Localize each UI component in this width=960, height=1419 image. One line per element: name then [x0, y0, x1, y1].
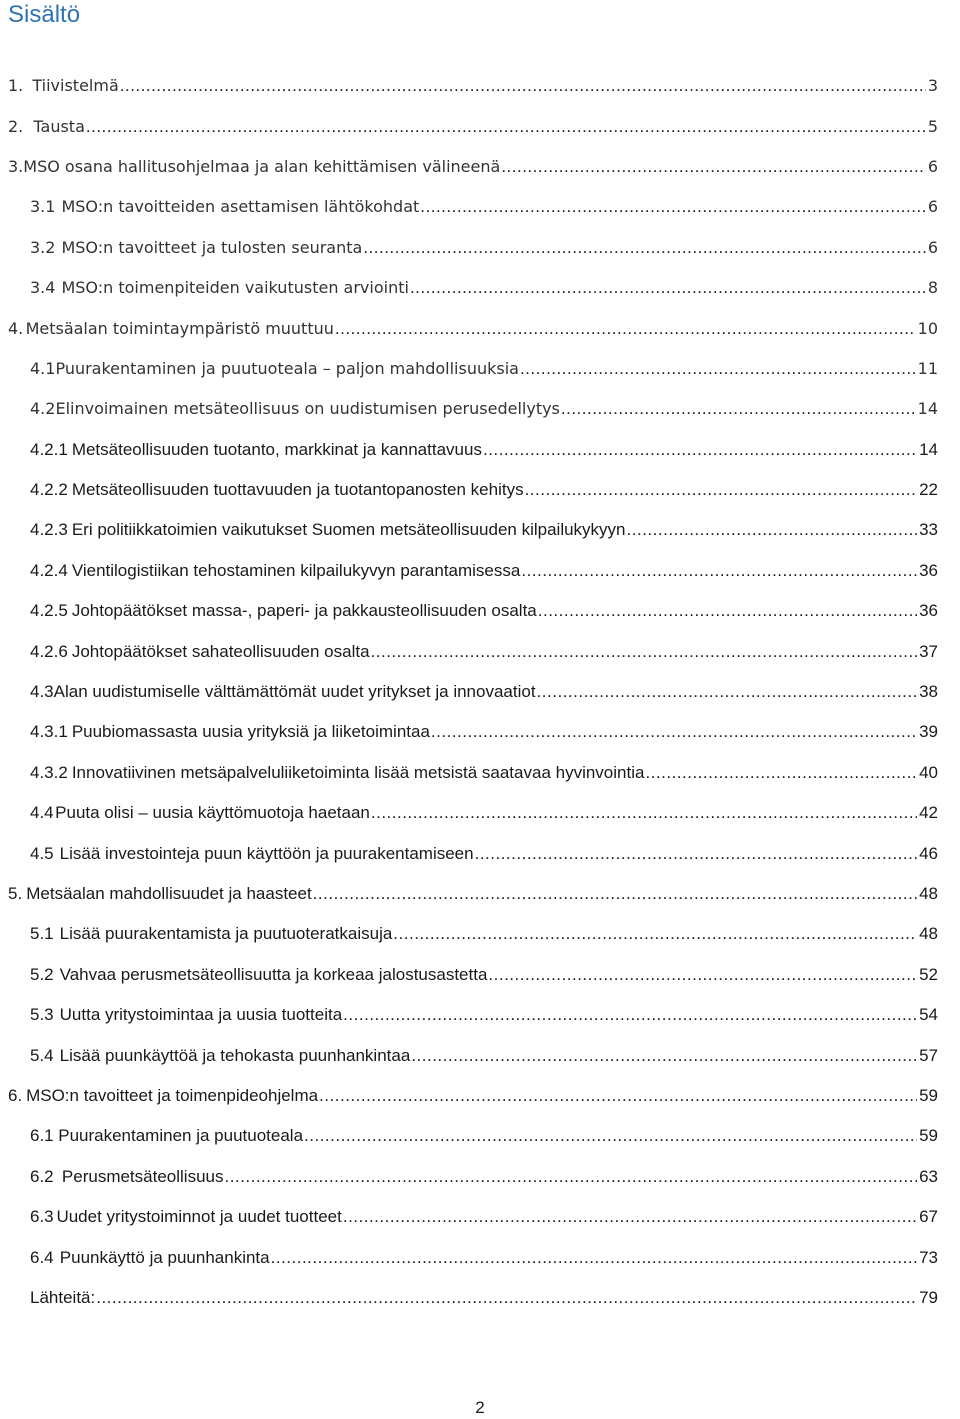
- toc-dot-leader: [501, 157, 926, 177]
- toc-entry-title: Lisää puurakentamista ja puutuoteratkaisuja: [59, 924, 393, 944]
- toc-entry-link[interactable]: [8, 884, 938, 904]
- toc-entry-page: 3: [927, 76, 938, 96]
- toc-entry-title: Puuta olisi – uusia käyttömuotoja haetaan: [55, 803, 370, 823]
- toc-entry-title: Metsäalan mahdollisuudet ja haasteet: [26, 884, 312, 903]
- toc-entry-page: 79: [919, 1287, 938, 1307]
- toc-entry-link[interactable]: [30, 1046, 938, 1066]
- toc-row: [0, 308, 960, 348]
- toc-entry-page: 36: [919, 560, 938, 580]
- toc-entry-page: 40: [919, 762, 938, 782]
- toc-entry-number: 2.: [8, 116, 24, 136]
- toc-entry-page: 38: [919, 682, 938, 702]
- page-number: 2: [475, 1398, 485, 1417]
- toc-entry-page: 63: [919, 1166, 938, 1186]
- toc-entry-number: 3.1: [30, 197, 56, 217]
- toc-row: [0, 349, 960, 389]
- toc-entry-title: Tausta: [33, 116, 85, 136]
- toc-entry-link[interactable]: [30, 238, 938, 258]
- toc-row: [0, 955, 960, 995]
- toc-entry-link[interactable]: [30, 1248, 938, 1268]
- toc-entry-link[interactable]: [30, 642, 938, 662]
- toc-entry-number: 4.2.1: [30, 439, 68, 459]
- toc-entry-title: Vahvaa perusmetsäteollisuutta ja korkeaa jalostusastetta: [59, 964, 488, 984]
- toc-entry-page: 39: [919, 722, 938, 742]
- toc-dot-leader: [304, 1126, 917, 1146]
- toc-entry-page: 57: [919, 1045, 938, 1065]
- toc-row: [0, 874, 960, 914]
- toc-entry-page: 59: [919, 1126, 938, 1146]
- table-of-contents: [0, 66, 960, 1318]
- toc-entry-link[interactable]: [30, 965, 938, 985]
- toc-entry-title: MSO:n tavoitteiden asettamisen lähtökohdat: [61, 197, 420, 217]
- toc-entry-page: 14: [917, 399, 938, 419]
- toc-entry-number: 5.2: [30, 964, 54, 984]
- toc-entry-title: MSO:n tavoitteet ja toimenpideohjelma: [26, 1085, 319, 1105]
- toc-entry-link[interactable]: [30, 561, 938, 581]
- toc-entry-link[interactable]: [30, 844, 938, 864]
- toc-entry-page: 8: [927, 278, 938, 298]
- toc-entry-page: 14: [919, 439, 938, 459]
- toc-entry-title: Metsäalan toimintaympäristö muuttuu: [25, 318, 334, 338]
- toc-row: [0, 833, 960, 873]
- toc-entry-link[interactable]: [30, 399, 938, 419]
- toc-entry-page: 36: [919, 601, 938, 621]
- toc-entry-title: Lähteitä:: [30, 1287, 96, 1307]
- toc-dot-leader: [271, 1248, 917, 1268]
- toc-row: [0, 1157, 960, 1197]
- toc-entry-title: Puubiomassasta uusia yrityksiä ja liiketoimintaa: [71, 722, 430, 742]
- toc-entry-link[interactable]: [30, 1167, 938, 1187]
- toc-entry-number: 5.4: [30, 1045, 54, 1065]
- toc-entry-page: 5: [927, 116, 938, 136]
- toc-entry-page: 10: [917, 318, 938, 338]
- toc-entry-title: Vientilogistiikan tehostaminen kilpailukyvyn parantamisessa: [71, 560, 521, 580]
- toc-dot-leader: [537, 682, 918, 702]
- toc-entry-number: 6.: [8, 1085, 23, 1105]
- toc-dot-leader: [313, 884, 917, 904]
- toc-row: [0, 753, 960, 793]
- toc-dot-leader: [475, 844, 917, 864]
- toc-entry-number: 6.2: [30, 1166, 54, 1186]
- toc-entry-number: 4.2.6: [30, 641, 68, 661]
- toc-entry-link[interactable]: [30, 722, 938, 742]
- toc-entry-number: 4.2: [30, 399, 56, 419]
- toc-row: [0, 430, 960, 470]
- toc-entry-title: Uudet yritystoiminnot ja uudet tuotteet: [56, 1207, 342, 1227]
- toc-row: [0, 106, 960, 146]
- toc-entry-number: 6.3: [30, 1207, 54, 1227]
- toc-dot-leader: [86, 117, 926, 137]
- toc-entry-link[interactable]: [30, 924, 938, 944]
- toc-entry-title: Lisää investointeja puun käyttöön ja puurakentamiseen: [59, 843, 474, 863]
- toc-entry-title: Puurakentaminen ja puutuoteala – paljon mahdollisuuksia: [55, 358, 519, 378]
- page-title: Sisältö: [8, 1, 81, 28]
- toc-entry-title: Elinvoimainen metsäteollisuus on uudistumisen perusedellytys: [55, 399, 560, 419]
- toc-row: [0, 389, 960, 429]
- toc-dot-leader: [120, 76, 926, 96]
- toc-row: [0, 914, 960, 954]
- toc-dot-leader: [525, 480, 918, 500]
- toc-row: [0, 631, 960, 671]
- toc-entry-link[interactable]: [30, 1126, 938, 1146]
- toc-entry-page: 46: [919, 843, 938, 863]
- toc-dot-leader: [224, 1167, 917, 1187]
- toc-entry-page: 42: [919, 803, 938, 823]
- toc-entry-link[interactable]: [30, 601, 938, 621]
- toc-row: [0, 591, 960, 631]
- toc-entry-link[interactable]: [30, 520, 938, 540]
- toc-entry-number: 4.3.2: [30, 762, 68, 782]
- toc-entry-title: MSO:n toimenpiteiden vaikutusten arviointi: [61, 278, 409, 298]
- toc-entry-page: 22: [919, 480, 938, 500]
- toc-dot-leader: [335, 319, 916, 339]
- toc-entry-number: 4.3: [30, 682, 54, 702]
- toc-entry-number: 4.1: [30, 358, 56, 378]
- toc-entry-title: Metsäteollisuuden tuotanto, markkinat ja kannattavuus: [71, 439, 482, 459]
- toc-entry-link[interactable]: [30, 278, 938, 298]
- toc-entry-page: 11: [917, 358, 938, 378]
- toc-entry-title: Eri politiikkatoimien vaikutukset Suomen metsäteollisuuden kilpailukykyyn: [71, 520, 626, 540]
- toc-entry-link[interactable]: [30, 480, 938, 500]
- toc-entry-link[interactable]: [30, 1288, 938, 1308]
- toc-dot-leader: [96, 1288, 917, 1308]
- toc-entry-link[interactable]: [8, 76, 938, 96]
- toc-entry-page: 67: [919, 1207, 938, 1227]
- toc-row: [0, 551, 960, 591]
- toc-entry-number: 6.4: [30, 1247, 54, 1267]
- toc-entry-number: 4.2.2: [30, 480, 68, 500]
- toc-dot-leader: [483, 440, 917, 460]
- toc-entry-link[interactable]: [30, 1207, 938, 1227]
- toc-entry-number: 1.: [8, 76, 24, 96]
- toc-entry-link[interactable]: [30, 197, 938, 217]
- toc-entry-link[interactable]: [30, 682, 938, 702]
- toc-entry-number: 3.4: [30, 278, 56, 298]
- toc-row: [0, 1116, 960, 1156]
- toc-dot-leader: [488, 965, 917, 985]
- toc-entry-page: 48: [919, 924, 938, 944]
- toc-entry-page: 48: [919, 884, 938, 903]
- toc-entry-number: 5.3: [30, 1005, 54, 1025]
- toc-entry-title: Alan uudistumiselle välttämättömät uudet yritykset ja innovaatiot: [53, 682, 536, 702]
- toc-row: [0, 1197, 960, 1237]
- toc-row: [0, 228, 960, 268]
- toc-entry-title: Johtopäätökset massa-, paperi- ja pakkausteollisuuden osalta: [71, 601, 537, 621]
- toc-entry-link[interactable]: [30, 359, 938, 379]
- toc-dot-leader: [538, 601, 917, 621]
- toc-dot-leader: [371, 642, 918, 662]
- toc-entry-title: Innovatiivinen metsäpalveluliiketoiminta lisää metsistä saatavaa hyvinvointia: [71, 762, 645, 782]
- toc-row: [0, 793, 960, 833]
- toc-dot-leader: [521, 561, 917, 581]
- toc-row: [0, 672, 960, 712]
- toc-entry-page: 73: [919, 1247, 938, 1267]
- toc-dot-leader: [393, 924, 917, 944]
- toc-entry-title: Lisää puunkäyttöä ja tehokasta puunhankintaa: [59, 1045, 411, 1065]
- toc-entry-link[interactable]: [8, 117, 938, 137]
- toc-row: [0, 510, 960, 550]
- toc-dot-leader: [319, 1086, 917, 1106]
- toc-entry-number: 3.: [8, 156, 24, 176]
- toc-row: [0, 470, 960, 510]
- toc-entry-number: 5.1: [30, 924, 54, 944]
- toc-entry-page: 37: [919, 641, 938, 661]
- toc-row: [0, 187, 960, 227]
- toc-dot-leader: [371, 803, 917, 823]
- toc-entry-page: 52: [919, 964, 938, 984]
- toc-entry-link[interactable]: [8, 319, 938, 339]
- toc-dot-leader: [561, 399, 916, 419]
- toc-entry-title: Johtopäätökset sahateollisuuden osalta: [71, 641, 370, 661]
- toc-row: [0, 712, 960, 752]
- toc-entry-link[interactable]: [30, 763, 938, 783]
- toc-entry-title: Puunkäyttö ja puunhankinta: [59, 1247, 270, 1267]
- toc-row: [0, 1237, 960, 1277]
- toc-entry-page: 6: [927, 156, 938, 176]
- toc-entry-number: 4.3.1: [30, 722, 68, 742]
- toc-row: [0, 147, 960, 187]
- toc-entry-page: 33: [919, 520, 938, 540]
- toc-entry-link[interactable]: [8, 1086, 938, 1106]
- toc-entry-number: 5.: [8, 884, 23, 903]
- toc-entry-title: Metsäteollisuuden tuottavuuden ja tuotantopanosten kehitys: [71, 480, 524, 500]
- toc-entry-number: 6.1: [30, 1126, 54, 1146]
- toc-entry-title: Tiivistelmä: [32, 76, 119, 96]
- toc-row: [0, 1076, 960, 1116]
- toc-entry-number: 3.2: [30, 237, 56, 257]
- toc-dot-leader: [410, 278, 926, 298]
- toc-dot-leader: [520, 359, 916, 379]
- toc-entry-number: 4.2.3: [30, 520, 68, 540]
- toc-entry-title: MSO osana hallitusohjelmaa ja alan kehittämisen välineenä: [23, 156, 501, 176]
- toc-row: [0, 1035, 960, 1075]
- toc-dot-leader: [627, 520, 918, 540]
- toc-entry-title: Uutta yritystoimintaa ja uusia tuotteita: [59, 1005, 343, 1025]
- toc-entry-number: 4.4: [30, 803, 54, 823]
- toc-row: [0, 268, 960, 308]
- toc-entry-title: Puurakentaminen ja puutuoteala: [58, 1126, 304, 1146]
- toc-entry-link[interactable]: [30, 803, 938, 823]
- toc-dot-leader: [363, 238, 926, 258]
- toc-dot-leader: [645, 763, 917, 783]
- toc-entry-link[interactable]: [8, 157, 938, 177]
- toc-entry-page: 54: [919, 1005, 938, 1025]
- toc-entry-number: 4.5: [30, 843, 54, 863]
- toc-row: [0, 995, 960, 1035]
- toc-entry-number: 4.2.5: [30, 601, 68, 621]
- toc-dot-leader: [343, 1005, 917, 1025]
- toc-entry-link[interactable]: [30, 440, 938, 460]
- toc-entry-number: 4.2.4: [30, 560, 68, 580]
- toc-row: [0, 66, 960, 106]
- toc-entry-number: 4.: [8, 318, 24, 338]
- toc-entry-page: 59: [919, 1085, 938, 1105]
- toc-entry-link[interactable]: [30, 1005, 938, 1025]
- toc-entry-title: Perusmetsäteollisuus: [61, 1166, 224, 1186]
- toc-entry-page: 6: [927, 237, 938, 257]
- toc-dot-leader: [411, 1046, 917, 1066]
- toc-dot-leader: [343, 1207, 917, 1227]
- toc-entry-title: MSO:n tavoitteet ja tulosten seuranta: [61, 237, 363, 257]
- toc-dot-leader: [420, 197, 926, 217]
- toc-row: [0, 1278, 960, 1318]
- toc-dot-leader: [431, 722, 917, 742]
- toc-entry-page: 6: [927, 197, 938, 217]
